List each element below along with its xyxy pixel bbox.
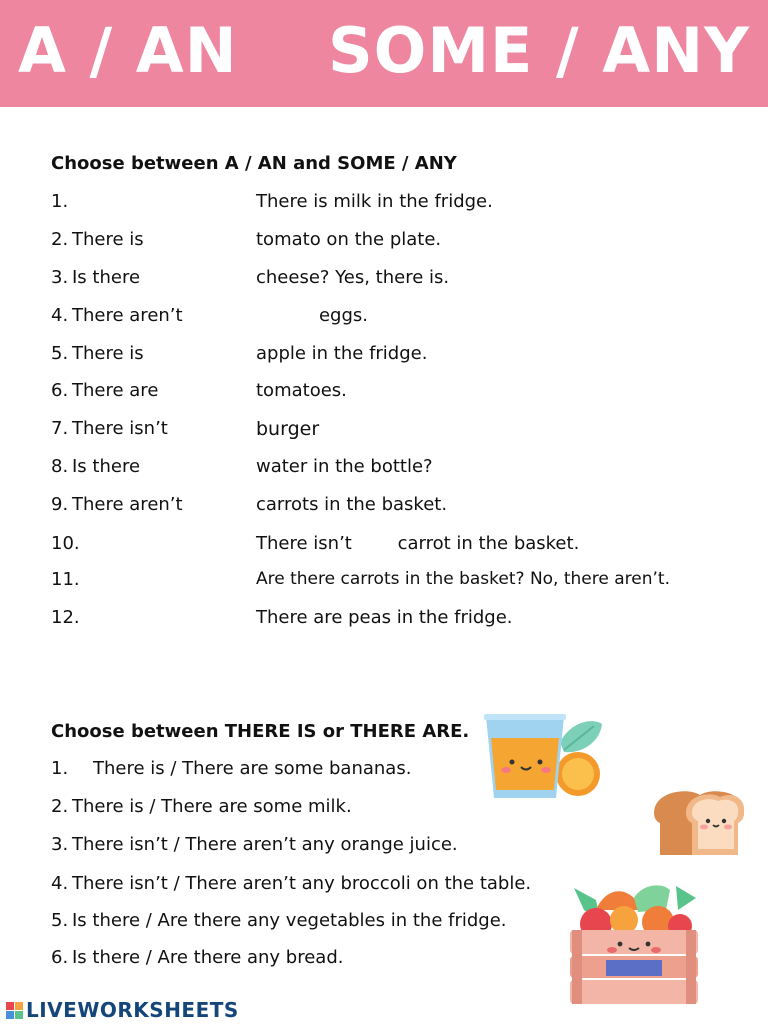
item-number: 4.	[51, 873, 69, 894]
item-tail: burger	[256, 418, 320, 440]
header-banner	[0, 0, 768, 107]
item-lead: There are	[72, 380, 159, 401]
item-tail: tomatoes.	[256, 380, 347, 401]
liveworksheets-logo	[6, 998, 239, 1022]
item-number: 10.	[51, 533, 80, 554]
item-tail: There is milk in the fridge.	[256, 191, 493, 212]
item-text: Is there / Are there any bread.	[72, 947, 344, 968]
item-tail: eggs.	[256, 305, 368, 326]
item-number: 9.	[51, 494, 69, 515]
item-text: There is / There are some milk.	[72, 796, 352, 817]
item-lead: There is	[72, 343, 144, 364]
item-lead: There is	[72, 229, 144, 250]
item-number: 3.	[51, 834, 69, 855]
item-number: 5.	[51, 910, 69, 931]
item-number: 3.	[51, 267, 69, 288]
item-number: 11.	[51, 569, 80, 590]
item-number: 4.	[51, 305, 69, 326]
item-tail: Are there carrots in the basket? No, there aren’t.	[256, 569, 670, 589]
bread-icon	[648, 785, 748, 857]
item-number: 1.	[51, 191, 69, 212]
logo-mark-icon	[6, 1002, 23, 1019]
item-tail: apple in the fridge.	[256, 343, 428, 364]
item-lead: There aren’t	[72, 305, 183, 326]
item-number: 5.	[51, 343, 69, 364]
brand-name: LIVEWORKSHEETS	[26, 998, 239, 1022]
item-number: 1.	[51, 758, 69, 779]
item-number: 6.	[51, 380, 69, 401]
item-tail: There isn’t carrot in the basket.	[256, 533, 580, 554]
orange-juice-icon	[482, 712, 606, 802]
item-number: 12.	[51, 607, 80, 628]
item-number: 6.	[51, 947, 69, 968]
page-title: A / AN SOME / ANY	[17, 14, 750, 87]
item-text: There is / There are some bananas.	[93, 758, 412, 779]
item-tail: carrots in the basket.	[256, 494, 448, 515]
item-number: 8.	[51, 456, 69, 477]
item-tail: water in the bottle?	[256, 456, 433, 477]
item-lead: There isn’t	[72, 418, 168, 439]
item-number: 2.	[51, 796, 69, 817]
item-text: There isn’t / There aren’t any orange juice.	[72, 834, 458, 855]
item-number: 2.	[51, 229, 69, 250]
item-lead: There aren’t	[72, 494, 183, 515]
item-lead: Is there	[72, 267, 141, 288]
item-text: Is there / Are there any vegetables in the fridge.	[72, 910, 507, 931]
item-text: There isn’t / There aren’t any broccoli on the table.	[72, 873, 532, 894]
item-tail: cheese? Yes, there is.	[256, 267, 450, 288]
item-lead: Is there	[72, 456, 141, 477]
item-tail: tomato on the plate.	[256, 229, 442, 250]
item-tail: There are peas in the fridge.	[256, 607, 513, 628]
item-number: 7.	[51, 418, 69, 439]
vegetable-crate-icon	[566, 880, 702, 1008]
section1-heading: Choose between A / AN and SOME / ANY	[51, 153, 457, 174]
section2-heading: Choose between THERE IS or THERE ARE.	[51, 721, 470, 742]
